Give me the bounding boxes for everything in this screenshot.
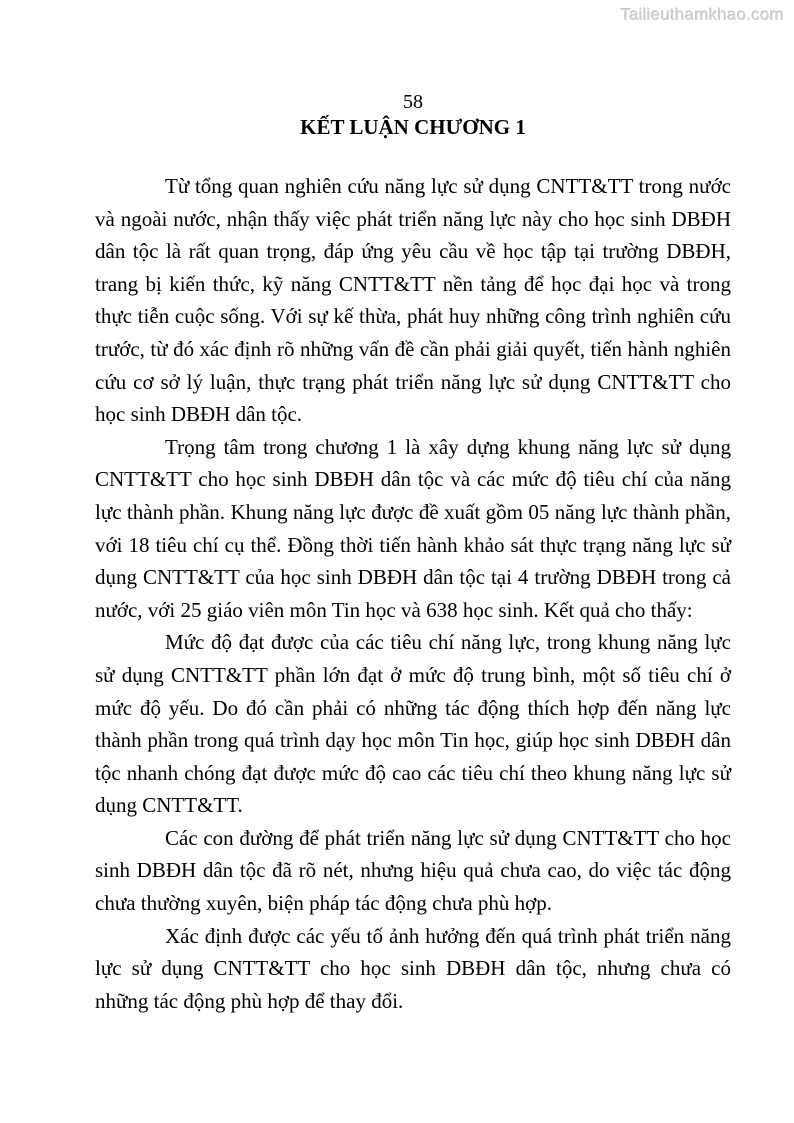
paragraph: Xác định được các yếu tố ảnh hưởng đến quá trình phát triển năng lực sử dụng CNTT&TT cho học sinh DBĐH dân tộc, nhưng chưa có những tác động phù hợp để thay đổi. [95, 923, 731, 1013]
paragraph: Các con đường để phát triển năng lực sử dụng CNTT&TT cho học sinh DBĐH dân tộc đã rõ nét, nhưng hiệu quả chưa cao, do việc tác động chưa thường xuyên, biện pháp tác động chưa phù hợp. [95, 825, 731, 916]
body-text [95, 170, 731, 1017]
paragraph: Từ tổng quan nghiên cứu năng lực sử dụng CNTT&TT trong nước và ngoài nước, nhận thấy việc phát triển năng lực này cho học sinh DBĐH dân tộc là rất quan trọng, đáp ứng yêu cầu về học tập tại trường DBĐH, trang bị kiến thức, kỹ năng CNTT&TT nền tảng để học đại học và trong thực tiễn cuộc sống. Với sự kế thừa, phát huy những công trình nghiên cứu trước, từ đó xác định rõ những vấn đề cần phải giải quyết, tiến hành nghiên cứu cơ sở lý luận, thực trạng phát triển năng lực sử dụng CNTT&TT cho học sinh DBĐH dân tộc. [95, 174, 731, 427]
chapter-conclusion-heading: KẾT LUẬN CHƯƠNG 1 [300, 115, 526, 139]
page-content [95, 90, 731, 1017]
paragraph: Trọng tâm trong chương 1 là xây dựng khung năng lực sử dụng CNTT&TT cho học sinh DBĐH dân tộc và các mức độ tiêu chí của năng lực thành phần. Khung năng lực được đề xuất gồm 05 năng lực thành phần, với 18 tiêu chí cụ thể. Đồng thời tiến hành khảo sát thực trạng năng lực sử dụng CNTT&TT của học sinh DBĐH dân tộc tại 4 trường DBĐH trong cả nước, với 25 giáo viên môn Tin học và 638 học sinh. Kết quả cho thấy: [95, 434, 731, 622]
page-number: 58 [403, 91, 423, 113]
paragraph: Mức độ đạt được của các tiêu chí năng lực, trong khung năng lực sử dụng CNTT&TT phần lớn đạt ở mức độ trung bình, một số tiêu chí ở mức độ yếu. Do đó cần phải có những tác động thích hợp đến năng lực thành phần trong quá trình dạy học môn Tin học, giúp học sinh DBĐH dân tộc nhanh chóng đạt được mức độ cao các tiêu chí theo khung năng lực sử dụng CNTT&TT. [95, 630, 731, 818]
watermark-text: Tailieuthamkhao.com [620, 5, 784, 24]
